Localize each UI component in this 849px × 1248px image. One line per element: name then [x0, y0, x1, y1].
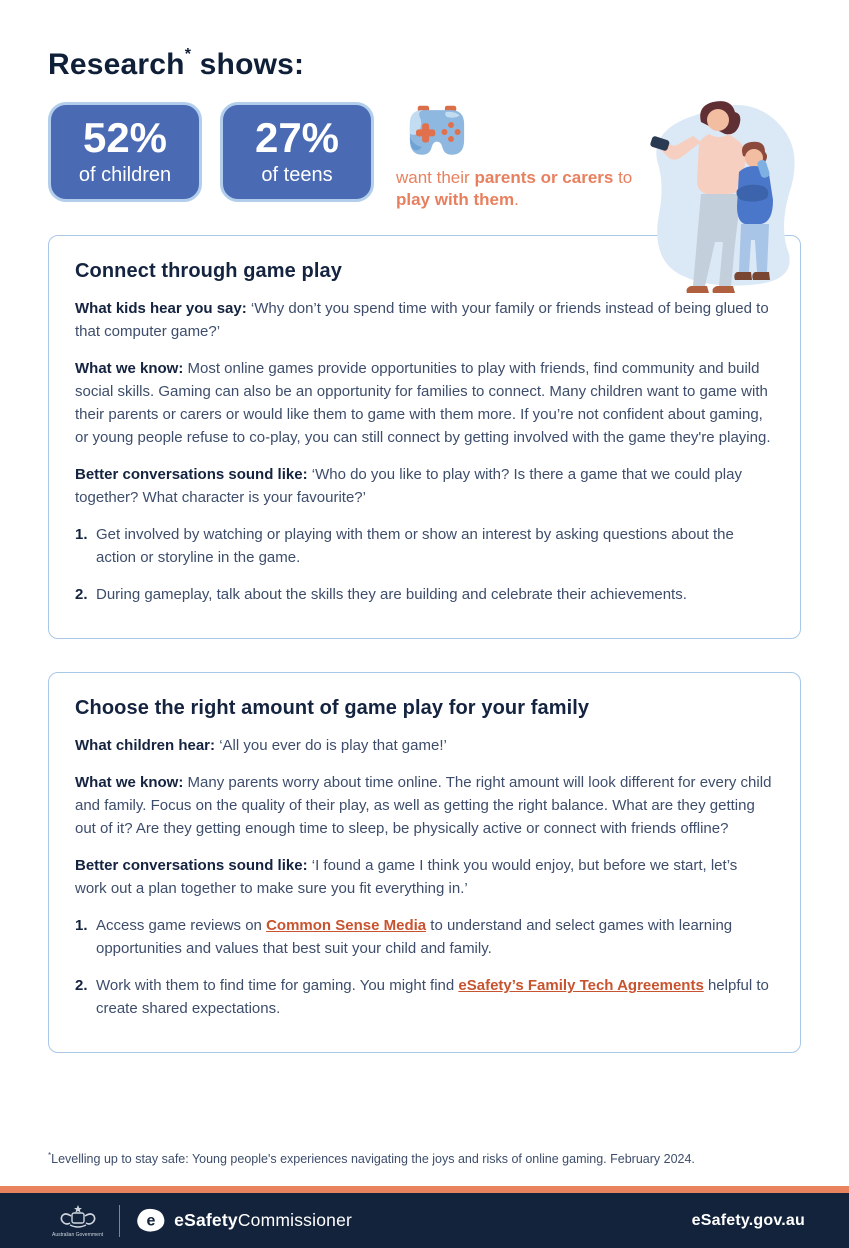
- card2-paragraph-what-children-hear: What children hear: ‘All you ever do is play that game!’: [75, 737, 447, 754]
- card2-heading: Choose the right amount of game play for your family: [75, 697, 590, 719]
- card1-list-item-1: 1. Get involved by watching or playing with them or show an interest by asking questions about the action or storyline in the game.: [75, 526, 734, 566]
- inline-link[interactable]: Common Sense Media: [266, 917, 427, 934]
- card1-paragraph-what-we-know: What we know: Most online games provide opportunities to play with friends, find community and build social skills. Gaming can also be an opportunity for families to connect. Many children want to game with their parents or carers or would like them to game with them more. If you’re not confident about gaming, or young people refuse to co-play, you can still connect by getting involved with the game they're playing.: [75, 360, 771, 446]
- stat-teens: [220, 102, 374, 202]
- inline-link[interactable]: eSafety’s Family Tech Agreements: [458, 977, 704, 994]
- esafety-logo-icon: [136, 1208, 166, 1233]
- esafety-wordmark: eSafetyCommissioner: [174, 1210, 353, 1230]
- footer-url[interactable]: eSafety.gov.au: [691, 1211, 805, 1229]
- title-asterisk: *: [184, 46, 192, 63]
- esafety-logo[interactable]: [136, 1208, 352, 1233]
- card1-heading: Connect through game play: [75, 260, 342, 282]
- card2-list-item-1: 1. Access game reviews on Common Sense Media to understand and select games with learning opportunities and values that best suit your child and family.: [75, 917, 733, 957]
- footer: [0, 1186, 849, 1248]
- game-controller-icon: [402, 102, 656, 162]
- card2-paragraph-what-we-know: What we know: Many parents worry about time online. The right amount will look different for every child and family. Focus on the quality of their play, as well as getting the right balance. What are they getting out of it? Are they getting enough time to sleep, be physically active or connect with friends offline?: [75, 774, 772, 837]
- svg-text:e: e: [146, 1212, 156, 1230]
- card1-list-item-2: 2. During gameplay, talk about the skills they are building and celebrate their achievements.: [75, 586, 687, 603]
- stat-teens-label: of teens: [261, 164, 333, 186]
- footnote: *Levelling up to stay safe: Young people's experiences navigating the joys and risks of online gaming. February 2024.: [48, 1151, 695, 1167]
- stat-children-label: of children: [78, 164, 172, 186]
- australian-government-crest-icon: [52, 1204, 103, 1238]
- card2-list-item-2: 2. Work with them to find time for gaming. You might find eSafety’s Family Tech Agreements helpful to create shared expectations.: [75, 977, 769, 1017]
- card-right-amount-of-game-play: [48, 672, 801, 1053]
- card1-paragraph-better-conversations: Better conversations sound like: ‘Who do you like to play with? Is there a game that we could play together? What character is your favourite?’: [75, 466, 742, 506]
- page-title: Research* shows:: [48, 46, 305, 81]
- stat-children-value: 52%: [82, 114, 168, 161]
- stat-children: [48, 102, 202, 202]
- stat-teens-value: 27%: [254, 114, 340, 161]
- footer-divider: [119, 1205, 120, 1237]
- card1-paragraph-what-kids-hear: What kids hear you say: ‘Why don’t you spend time with your family or friends instead of being glued to that computer game?’: [75, 300, 769, 340]
- parent-and-child-illustration: [639, 94, 807, 302]
- crest-label: Australian Government: [52, 1231, 104, 1238]
- card2-paragraph-better-conversations: Better conversations sound like: ‘I found a game I think you would enjoy, but before we start, let’s work out a plan together to make sure you fit everything in.’: [75, 857, 738, 897]
- stat-caption: want their parents or carers to play with them.: [396, 168, 633, 209]
